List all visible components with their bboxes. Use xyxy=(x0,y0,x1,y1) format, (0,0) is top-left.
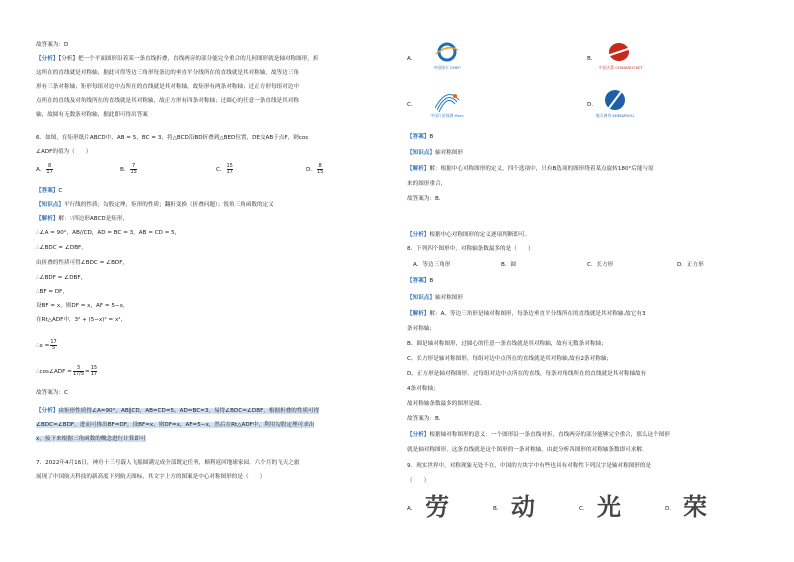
question-9-stem: （ ） xyxy=(407,478,430,484)
analysis-text: 【分析】把一个平面图形沿着某一条直线折叠，直线两旁的部分能完全重合的几何图形就是轴对称图形，折 xyxy=(58,56,319,62)
solution-line: ∴∠BDC = ∠DBF， xyxy=(36,245,87,251)
option-a-letter[interactable]: A． xyxy=(407,506,417,512)
option-a-char[interactable]: 劳 xyxy=(425,493,449,521)
solution-line: 故对称轴条数最多的图形是圆． xyxy=(407,401,486,407)
solution-line: 4条对称轴； xyxy=(407,386,439,392)
analysis-line: 【分析】根据中心对称图形的定义逐项判断即可。 xyxy=(407,232,531,238)
analysis-line: 轴，故圆有无数条对称轴，据此即可得出答案 xyxy=(36,112,148,118)
logo-option-c-letter[interactable]: C． xyxy=(407,102,417,108)
solution-line: 【解析】解：∵四边形ABCD是矩形， xyxy=(36,216,129,222)
question-7-stem: 7．2022年4月16日，神舟十三号载人飞船圆满完成全部既定任务，顺利返回地球家园．六个月的飞天之旅 xyxy=(36,460,300,466)
solution-line: 来的图形重合， xyxy=(407,181,447,187)
question-8-stem: 8．下列四个图形中，对称轴条数最多的是（ ） xyxy=(407,246,534,252)
china-rocket-logo-icon xyxy=(599,40,639,66)
logo-d[interactable]: 航天神舟 SHENZHOU xyxy=(595,86,635,120)
solution-line: 【解析】解：根据中心对称图形的定义，四个选项中，只有B选项的图形绕着某点旋转180°后能与原 xyxy=(407,166,654,172)
option-b-letter[interactable]: B． xyxy=(493,506,503,512)
option-b[interactable]: B． $\frac{7}{15}$ xyxy=(120,163,137,175)
analysis-line: 这所在的直线就是对称轴，据此可得等边三角形每条边的垂直平分线所在的直线就是其对称轴，故等边三角 xyxy=(36,70,299,76)
knowledge-line: 【知识点】轴对称图形 xyxy=(407,295,463,301)
solution-line: C、长方形是轴对称图形，每组对边中点所在的直线就是其对称轴,故有2条对称轴； xyxy=(407,356,613,362)
solution-line: ∴cos∠ADF = $\frac{3}{17/5}$ = $\frac{15}{17}$ xyxy=(36,365,98,377)
answer-line: 【答案】B xyxy=(407,134,434,140)
analysis-line: 形有三条对称轴；矩形每组对边中点所在的直线就是其对称轴，故矩形有两条对称轴；过正方形每组对边中 xyxy=(36,84,299,90)
solution-line: 故答案为：B． xyxy=(407,196,445,202)
answer-line: 故答案为：D xyxy=(36,42,69,48)
answer-line: 【答案】B xyxy=(407,278,434,284)
option-c-letter[interactable]: C． xyxy=(579,506,589,512)
option-c[interactable]: C． $\frac{15}{17}$ xyxy=(216,163,233,175)
logo-option-d-letter[interactable]: D． xyxy=(587,102,597,108)
analysis-line xyxy=(36,56,319,63)
solution-line: 由折叠的性质可得∠BDC = ∠BDF， xyxy=(36,260,129,266)
question-7-stem: 展现了中国航天科技的新高度下列航天图标，其文字上方的图案是中心对称图形的是（ ） xyxy=(36,474,266,480)
logo-option-b-letter[interactable]: B． xyxy=(587,56,597,62)
solution-line: ∴BF = DF， xyxy=(36,289,68,295)
option-d-char[interactable]: 荣 xyxy=(683,493,707,521)
solution-line: 条对称轴； xyxy=(407,326,435,332)
question-6-stem: 6．如图，在矩形纸片ABCD中，AB = 5，BC = 3，将△BCD沿BD折叠到△BED位置，DE交AB于点F，则cos xyxy=(36,135,309,141)
solution-line: 【解析】解：A、等边三角形是轴对称图形，每条边垂直平分线所在的直线就是其对称轴,故它有3 xyxy=(407,311,646,317)
logo-option-a-letter[interactable]: A． xyxy=(407,56,417,62)
option-a[interactable]: A． $\frac{8}{17}$ xyxy=(36,163,53,175)
option-d-letter[interactable]: D． xyxy=(665,506,675,512)
option-d[interactable]: D． $\frac{8}{15}$ xyxy=(306,163,324,175)
analysis-line: 【分析】根据轴对称图形的意义：一个图形沿一条直线对折，直线两旁的部分能够完全重合，那么这个图形 xyxy=(407,432,670,438)
question-6-stem: ∠ADF的值为（ ） xyxy=(36,149,92,155)
logo-b[interactable]: 中国火箭 CHINAROCKET xyxy=(599,40,639,74)
mars-exploration-logo-icon xyxy=(427,88,467,114)
solution-line: ∴∠BDF = ∠DBF， xyxy=(36,275,87,281)
solution-line: 设BF = x，则DF = x，AF = 5−x， xyxy=(36,303,129,309)
solution-line: ∴∠A = 90°，AB//CD，AD = BC = 3，AB = CD = 5， xyxy=(36,230,181,236)
analysis-line: 【分析】由矩形性质得∠A=90°，AB∥CD，AB=CD=5，AD=BC=3，易得∠BDC=∠DBF，根据折叠的性质可得 xyxy=(36,408,320,414)
analysis-line: ∠BDC=∠BDF，进而可推出BF=DF，设BF=x，则DF=x，AF=5−x，然后在Rt△ADF中，利用勾股定理可求出 xyxy=(36,422,315,428)
analysis-tag: 【分析】 xyxy=(36,56,59,62)
analysis-line: 就是轴对称图形，这条直线就是这个图形的一条对称轴，由此分析各图形的对称轴条数即可求解． xyxy=(407,447,648,453)
answer-line: 【答案】C xyxy=(36,188,63,194)
knowledge-line: 【知识点】轴对称图形 xyxy=(407,150,463,156)
option-c-char[interactable]: 光 xyxy=(597,493,621,521)
solution-line: 在Rt△ADF中，3² + (5−x)² = x²， xyxy=(36,317,127,323)
option-c[interactable]: C．长方形 xyxy=(587,262,614,268)
logo-c[interactable]: 中国行星探测 Mars xyxy=(427,88,467,122)
analysis-line: 点所在的直线及对角线所在的直线就是其对称轴，故正方形有四条对称轴；过圆心的任意一条直线是其对称 xyxy=(36,98,299,104)
solution-line: D、正方形是轴对称图形，过每组对边中点所在的直线，每条对角线所在的直线就是其对称轴故有 xyxy=(407,371,647,377)
option-d[interactable]: D．正方形 xyxy=(677,262,704,268)
answer-line: 故答案为：C xyxy=(36,390,68,396)
solution-line: B、圆是轴对称图形，过圆心的任意一条直线就是其对称轴，故有无数条对称轴； xyxy=(407,341,607,347)
logo-a[interactable]: 中国探火 CMEP xyxy=(427,40,467,74)
option-b[interactable]: B．圆 xyxy=(501,262,517,268)
option-b-char[interactable]: 动 xyxy=(511,493,535,521)
solution-line: 故答案为：B． xyxy=(407,416,445,422)
solution-line: ∴x = $\frac{17}{5}$ xyxy=(36,339,57,351)
option-a[interactable]: A．等边三角形 xyxy=(413,262,451,268)
analysis-line: x，接下来根据三角函数的概念进行计算即可 xyxy=(36,436,146,442)
knowledge-line: 【知识点】平行线的性质；勾股定理；矩形的性质；翻折变换（折叠问题）；锐角三角函数的定义 xyxy=(36,202,274,208)
question-9-stem: 9．现实世界中，对称现象无处不在，中国的方块字中有些也具有对称性下列汉字是轴对称图形的是 xyxy=(407,463,652,469)
cmep-logo-icon xyxy=(427,40,467,66)
shenzhou-logo-icon xyxy=(595,86,635,114)
